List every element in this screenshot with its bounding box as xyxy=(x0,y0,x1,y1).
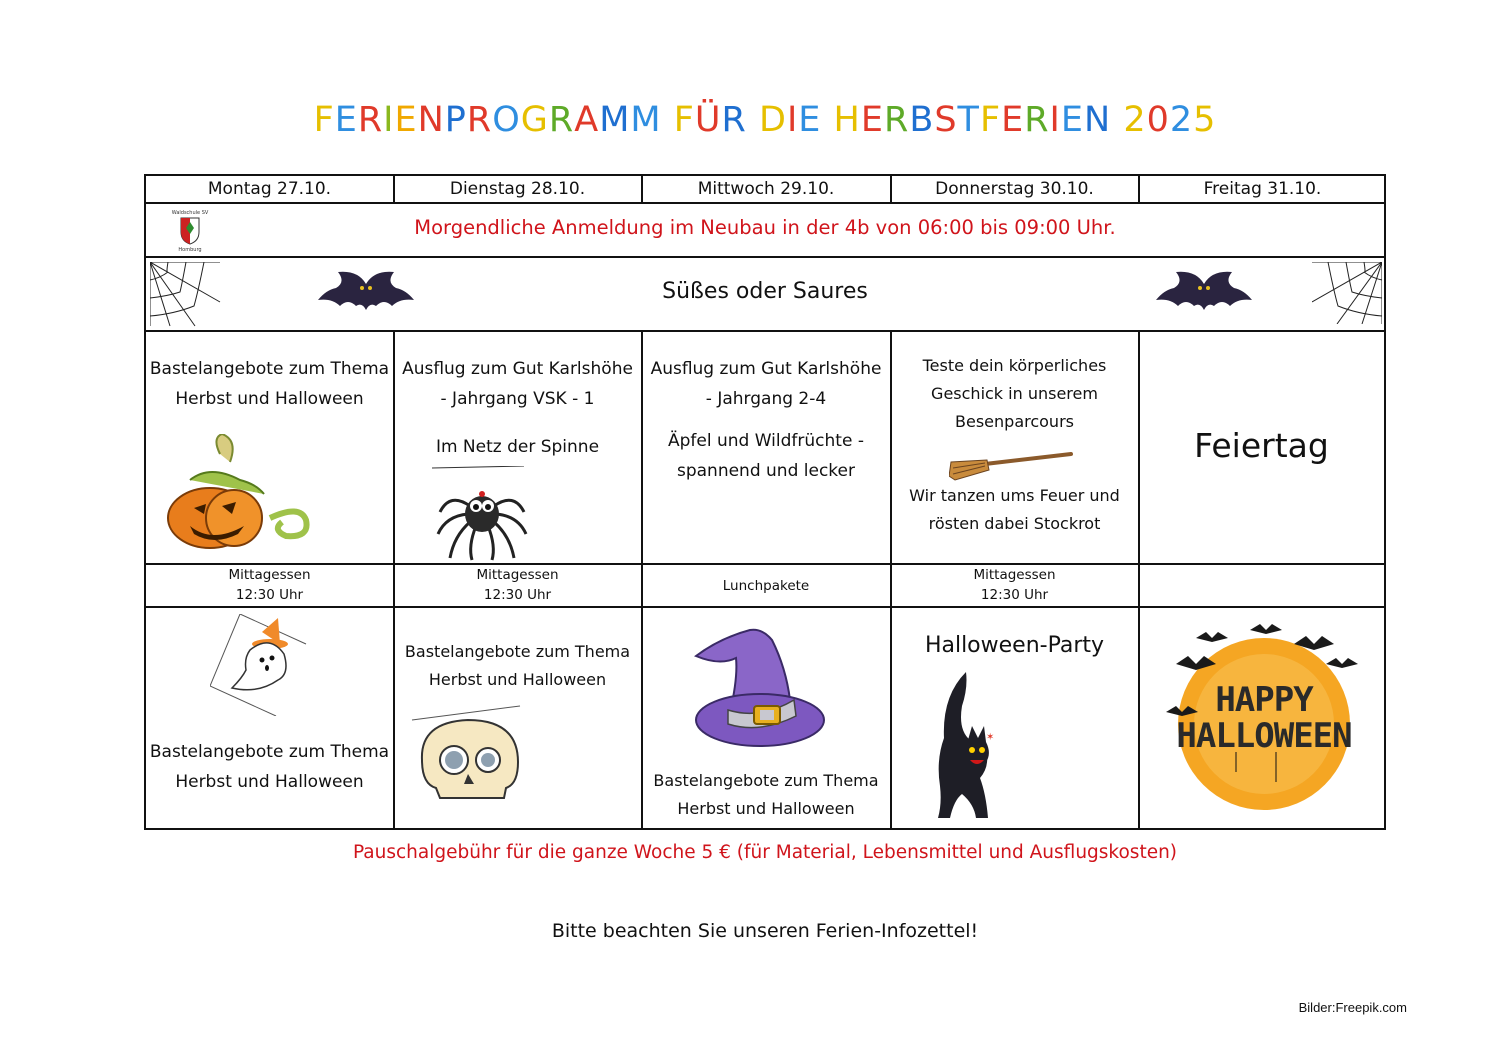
theme-title: Süßes oder Saures xyxy=(662,279,868,304)
title-letter xyxy=(662,100,674,140)
title-letter: R xyxy=(1024,100,1050,140)
info-notice: Bitte beachten Sie unseren Ferien-Infozettel! xyxy=(551,920,979,942)
title-letter xyxy=(747,100,759,140)
title-letter: B xyxy=(909,100,935,140)
day-header-monday: Montag 27.10. xyxy=(207,179,332,199)
broom-icon xyxy=(949,446,1073,486)
title-letter: I xyxy=(1049,100,1061,140)
title-letter: O xyxy=(492,100,521,140)
pumpkin-icon xyxy=(160,434,310,550)
wednesday-morning-activity: Ausflug zum Gut Karlshöhe - Jahrgang 2-4 Äpfel und Wildfrüchte - spannend und lecker xyxy=(650,359,882,481)
title-letter: D xyxy=(758,100,787,140)
day-header-wednesday: Mittwoch 29.10. xyxy=(697,179,835,199)
ghost-icon xyxy=(210,614,308,716)
spider-web-icon xyxy=(1312,262,1382,324)
title-letter: R xyxy=(721,100,747,140)
title-letter: A xyxy=(574,100,600,140)
page-title xyxy=(0,100,1497,140)
happy-halloween-badge: HAPPY HALLOWEEN xyxy=(1166,622,1362,812)
title-letter: E xyxy=(1001,100,1025,140)
schedule-table xyxy=(144,174,1386,830)
fee-notice: Pauschalgebühr für die ganze Woche 5 € (für Material, Lebensmittel und Ausflugskosten) xyxy=(352,842,1178,863)
spider-icon xyxy=(432,466,532,562)
title-letter: 5 xyxy=(1193,100,1217,140)
thursday-morning-activity: Teste dein körperliches Geschick in unserem Besenparcours Wir tanzen ums Feuer und rösten dabei Stockrot xyxy=(909,356,1120,533)
title-letter: E xyxy=(334,100,358,140)
title-letter: I xyxy=(383,100,395,140)
monday-lunch: Mittagessen 12:30 Uhr xyxy=(228,567,311,603)
tuesday-afternoon-activity: Bastelangebote zum Thema Herbst und Halloween xyxy=(404,642,631,689)
title-letter: E xyxy=(860,100,884,140)
title-letter: E xyxy=(798,100,822,140)
title-letter: R xyxy=(466,100,493,140)
day-header-friday: Freitag 31.10. xyxy=(1203,179,1322,199)
skull-icon xyxy=(410,704,528,800)
title-letter: T xyxy=(957,100,980,140)
svg-text:✶: ✶ xyxy=(986,732,995,743)
monday-morning-activity: Bastelangebote zum Thema Herbst und Halloween xyxy=(149,359,390,409)
holiday-label: Feiertag xyxy=(1194,426,1329,465)
day-header-thursday: Donnerstag 30.10. xyxy=(935,179,1094,199)
registration-notice: Morgendliche Anmeldung im Neubau in der 4b von 06:00 bis 09:00 Uhr. xyxy=(414,216,1116,239)
tuesday-lunch: Mittagessen 12:30 Uhr xyxy=(476,567,559,603)
title-letter: 0 xyxy=(1146,100,1170,140)
title-letter: M xyxy=(599,100,631,140)
title-letter: I xyxy=(786,100,799,140)
title-letter: E xyxy=(1060,100,1084,140)
title-letter: 2 xyxy=(1169,100,1194,140)
title-letter: N xyxy=(417,100,445,140)
title-letter: S xyxy=(934,100,958,140)
halloween-party-label: Halloween-Party xyxy=(924,633,1105,658)
title-letter: P xyxy=(444,100,467,140)
title-letter: F xyxy=(979,100,1002,140)
wednesday-lunch: Lunchpakete xyxy=(722,578,810,594)
monday-afternoon-activity: Bastelangebote zum Thema Herbst und Halloween xyxy=(149,742,390,792)
witch-hat-icon xyxy=(690,628,828,750)
day-header-tuesday: Dienstag 28.10. xyxy=(449,179,586,199)
title-letter: Ü xyxy=(694,100,722,140)
image-credit: Bilder:Freepik.com xyxy=(1298,1000,1407,1015)
black-cat-icon xyxy=(922,668,1006,828)
title-letter: F xyxy=(313,100,335,140)
tuesday-morning-activity: Ausflug zum Gut Karlshöhe - Jahrgang VSK - 1 Im Netz der Spinne xyxy=(402,359,633,457)
title-letter: R xyxy=(548,100,575,140)
bat-icon xyxy=(1156,262,1252,322)
title-letter: F xyxy=(673,100,695,140)
svg-text:Waldschule SV: Waldschule SV xyxy=(171,210,209,216)
title-letter: R xyxy=(883,100,910,140)
title-letter xyxy=(821,100,833,140)
title-letter: N xyxy=(1083,100,1112,140)
title-letter: E xyxy=(394,100,418,140)
title-letter: G xyxy=(520,100,549,140)
title-letter: R xyxy=(357,100,384,140)
title-letter xyxy=(1111,100,1123,140)
svg-text:Homburg: Homburg xyxy=(178,247,202,252)
title-letter: H xyxy=(833,100,861,140)
thursday-lunch: Mittagessen 12:30 Uhr xyxy=(973,567,1056,603)
title-letter: M xyxy=(630,100,662,140)
wednesday-afternoon-activity: Bastelangebote zum Thema Herbst und Halloween xyxy=(653,771,879,818)
title-letter: 2 xyxy=(1123,100,1147,140)
